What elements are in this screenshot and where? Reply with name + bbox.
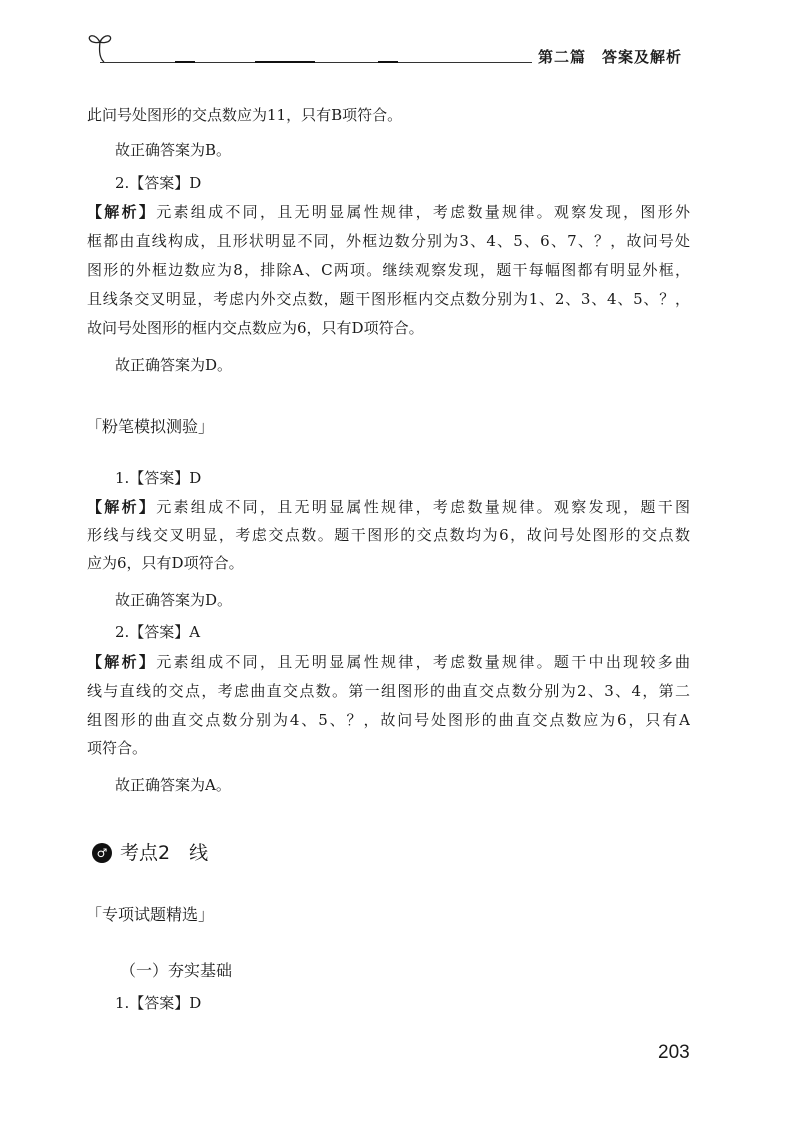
analysis-tag: 【解析】	[87, 653, 157, 671]
topic-badge-icon: ♂	[92, 843, 112, 863]
section-heading-mock-test: 「粉笔模拟测验」	[86, 417, 215, 436]
analysis-line: 元素组成不同，且无明显属性规律，考虑数量规律。观察发现，题干图	[156, 498, 690, 516]
analysis-line: 线与直线的交点，考虑曲直交点数。第一组图形的曲直交点数分别为2、3、4，第二	[87, 682, 690, 700]
analysis-line: 应为6，只有D项符合。	[87, 554, 244, 572]
analysis-line: 且线条交叉明显，考虑内外交点数，题干图形框内交点数分别为1、2、3、4、5、？，	[87, 290, 690, 308]
analysis-line: 组图形的曲直交点数分别为4、5、？，故问号处图形的曲直交点数应为6，只有A	[87, 711, 690, 729]
analysis-line: 项符合。	[87, 739, 148, 757]
analysis-line: 元素组成不同，且无明显属性规律，考虑数量规律。观察发现，图形外	[156, 203, 690, 221]
answer-label: 2.【答案】A	[115, 623, 201, 641]
analysis-line: 故问号处图形的框内交点数应为6，只有D项符合。	[87, 319, 424, 337]
answer-label: 1.【答案】D	[115, 994, 202, 1012]
analysis-line: 图形的外框边数应为8，排除A、C两项。继续观察发现，题干每幅图都有明显外框，	[87, 261, 690, 279]
section-heading-special: 「专项试题精选」	[86, 905, 215, 924]
header-rule	[100, 62, 532, 63]
analysis-line: 形线与线交叉明显，考虑交点数。题干图形的交点数均为6，故问号处图形的交点数	[87, 526, 690, 544]
analysis-line: 框都由直线构成，且形状明显不同，外框边数分别为3、4、5、6、7、？，故问号处	[87, 232, 690, 250]
conclusion: 故正确答案为B。	[115, 141, 232, 159]
analysis-line: 元素组成不同，且无明显属性规律，考虑数量规律。题干中出现较多曲	[156, 653, 690, 671]
subsection-heading: （一）夯实基础	[120, 961, 233, 980]
analysis-tag: 【解析】	[87, 498, 157, 516]
page-number: 203	[658, 1042, 690, 1063]
analysis-tag: 【解析】	[87, 203, 157, 221]
conclusion: 故正确答案为D。	[115, 591, 233, 609]
topic-heading	[92, 838, 208, 865]
topic-title: 考点2 线	[120, 842, 209, 864]
header-rule-accent	[175, 61, 195, 63]
header-rule-accent	[255, 61, 315, 63]
running-header: 第二篇 答案及解析	[538, 48, 683, 66]
conclusion: 故正确答案为A。	[115, 776, 231, 794]
sprout-icon	[86, 30, 116, 66]
answer-label: 1.【答案】D	[115, 469, 202, 487]
header-rule-accent	[378, 61, 398, 63]
conclusion: 故正确答案为D。	[115, 356, 233, 374]
paragraph-line: 此问号处图形的交点数应为11，只有B项符合。	[87, 106, 403, 124]
answer-label: 2.【答案】D	[115, 174, 202, 192]
